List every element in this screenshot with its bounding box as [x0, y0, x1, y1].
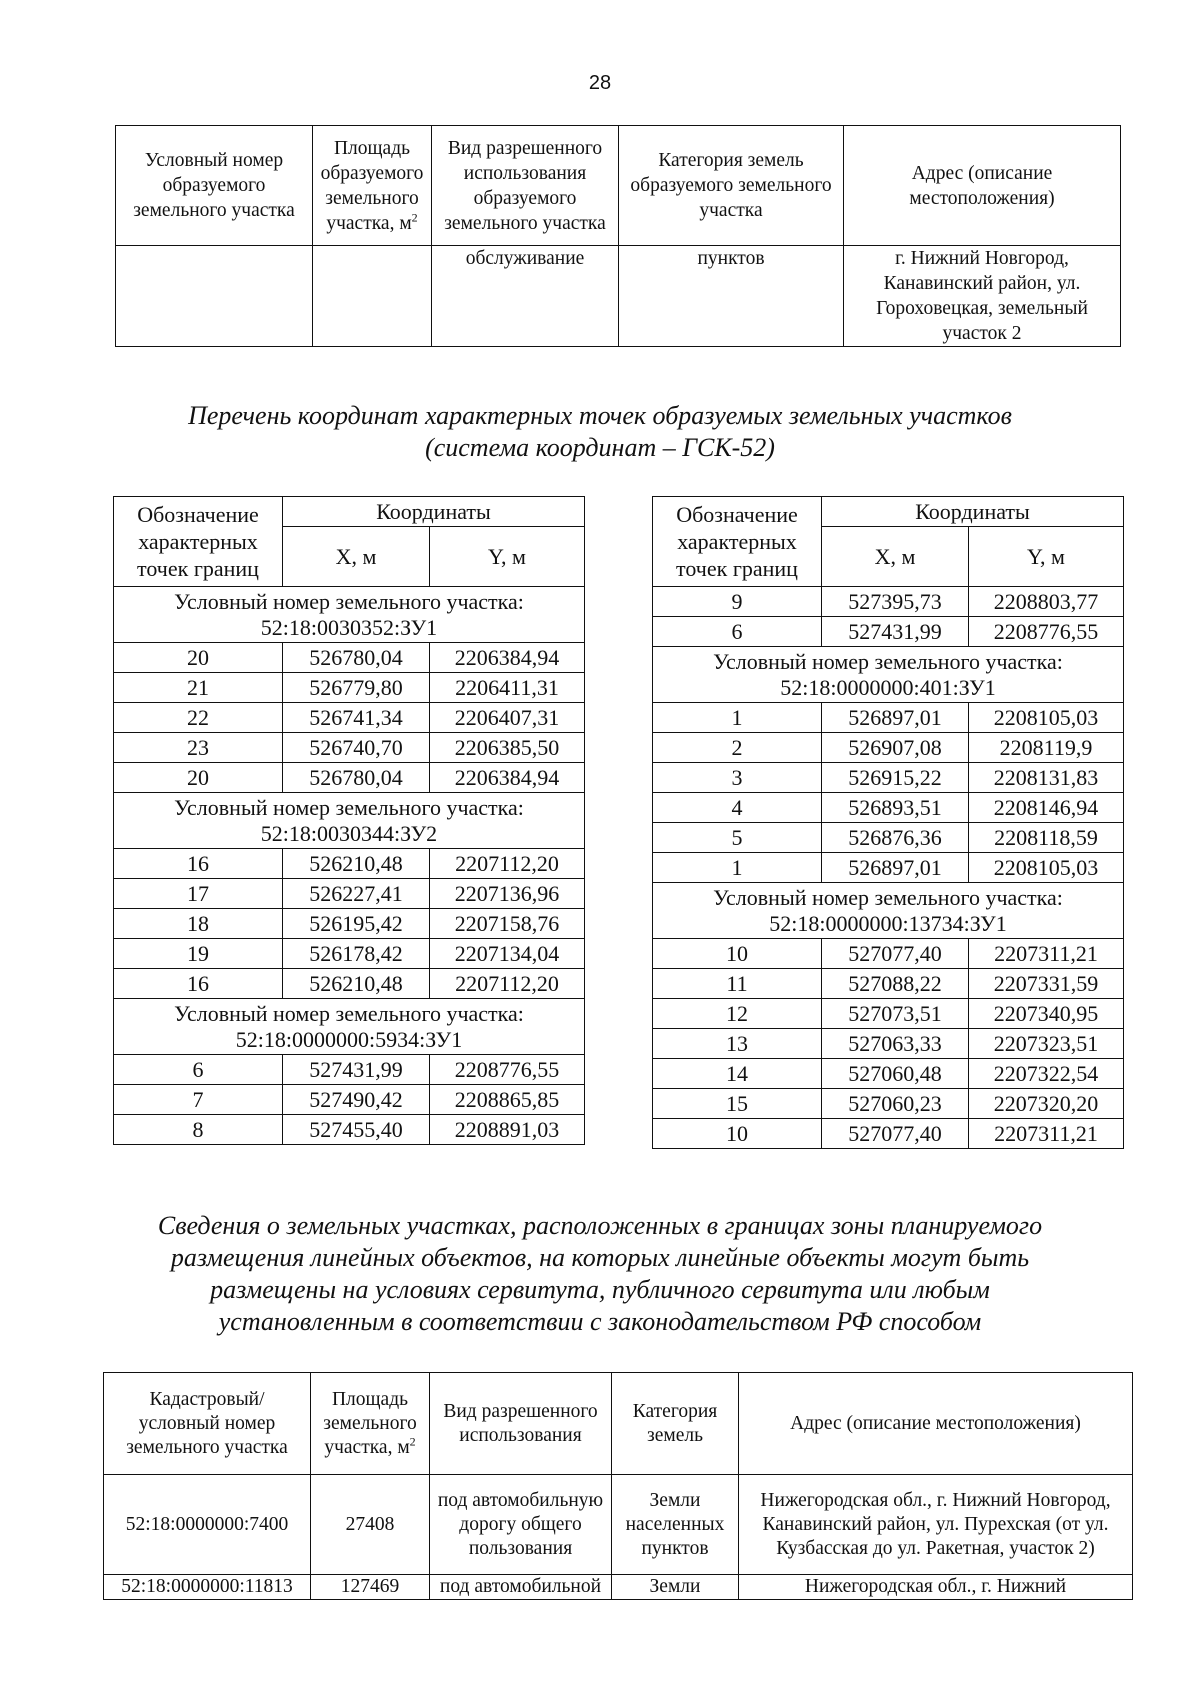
- coordinate-row: [653, 939, 1124, 969]
- coordinate-row: [114, 1115, 585, 1145]
- coordinate-row: [114, 909, 585, 939]
- table-row: [116, 246, 1121, 347]
- point-id: 3: [653, 763, 822, 793]
- y-value: 2206411,31: [430, 673, 585, 703]
- section-row: [114, 587, 585, 643]
- x-value: 526780,04: [283, 643, 430, 673]
- y-value: 2208146,94: [969, 793, 1124, 823]
- coordinate-row: [114, 673, 585, 703]
- coordinate-row: [114, 849, 585, 879]
- x-value: 526915,22: [822, 763, 969, 793]
- col-header-address: Адрес (описание местоположения): [844, 126, 1121, 246]
- cell-cadastral: 52:18:0000000:7400: [104, 1475, 311, 1575]
- col-header-area-text: Площадь образуемого земельного участка, м: [320, 137, 424, 234]
- section-title: Условный номер земельного участка: 52:18:0030352:ЗУ1: [114, 587, 585, 643]
- x-value: 527490,42: [283, 1085, 430, 1115]
- x-value: 526779,80: [283, 673, 430, 703]
- y-value: 2207134,04: [430, 939, 585, 969]
- coordinate-row: [653, 999, 1124, 1029]
- parcel-table: [115, 125, 1121, 347]
- col-header-y: Y, м: [430, 527, 585, 587]
- cell-use: обслуживание: [432, 246, 619, 347]
- y-value: 2207158,76: [430, 909, 585, 939]
- point-id: 10: [653, 939, 822, 969]
- caption-line: размещены на условиях сервитута, публичного сервитута или любым: [210, 1275, 990, 1304]
- y-value: 2208776,55: [430, 1055, 585, 1085]
- cell-category: Земли населенных пунктов: [612, 1475, 739, 1575]
- cell-category: пунктов: [619, 246, 844, 347]
- coordinate-row: [653, 733, 1124, 763]
- caption-line: (система координат – ГСК-52): [425, 433, 775, 462]
- point-id: 12: [653, 999, 822, 1029]
- point-id: 8: [114, 1115, 283, 1145]
- y-value: 2206385,50: [430, 733, 585, 763]
- coordinate-row: [653, 1029, 1124, 1059]
- coordinate-row: [114, 763, 585, 793]
- table-row: [104, 1575, 1133, 1600]
- cell-address: Нижегородская обл., г. Нижний Новгород, Канавинский район, ул. Пурехская (от ул. Кузбасская до ул. Ракетная, участок 2): [739, 1475, 1133, 1575]
- coordinate-row: [653, 1089, 1124, 1119]
- point-id: 10: [653, 1119, 822, 1149]
- col-header-x: X, м: [283, 527, 430, 587]
- point-id: 1: [653, 853, 822, 883]
- coordinate-row: [114, 703, 585, 733]
- point-id: 13: [653, 1029, 822, 1059]
- y-value: 2208776,55: [969, 617, 1124, 647]
- point-id: 19: [114, 939, 283, 969]
- y-value: 2207322,54: [969, 1059, 1124, 1089]
- caption-line: установленным в соответствии с законодательством РФ способом: [218, 1307, 982, 1336]
- x-value: 526780,04: [283, 763, 430, 793]
- x-value: 527395,73: [822, 587, 969, 617]
- point-id: 5: [653, 823, 822, 853]
- point-id: 4: [653, 793, 822, 823]
- coordinate-row: [653, 587, 1124, 617]
- col-header-use: Вид разрешенного использования образуемого земельного участка: [432, 126, 619, 246]
- coordinate-row: [114, 1055, 585, 1085]
- col-header-point: Обозначение характерных точек границ: [114, 497, 283, 587]
- col-header-area-text: Площадь земельного участка, м: [323, 1388, 417, 1458]
- y-value: 2208803,77: [969, 587, 1124, 617]
- table-row: [104, 1475, 1133, 1575]
- coordinates-table-left: [113, 496, 585, 1145]
- col-header-cadastral: Кадастровый/ условный номер земельного участка: [104, 1373, 311, 1475]
- coordinate-row: [653, 1119, 1124, 1149]
- col-header-coords: Координаты: [283, 497, 585, 527]
- col-header-category: Категория земель: [612, 1373, 739, 1475]
- y-value: 2207323,51: [969, 1029, 1124, 1059]
- y-value: 2208865,85: [430, 1085, 585, 1115]
- section-row: [653, 883, 1124, 939]
- point-id: 15: [653, 1089, 822, 1119]
- caption-line: Сведения о земельных участках, расположенных в границах зоны планируемого: [157, 1211, 1043, 1240]
- coordinate-row: [653, 793, 1124, 823]
- cell-number: [116, 246, 313, 347]
- coordinate-row: [653, 703, 1124, 733]
- y-value: 2207112,20: [430, 849, 585, 879]
- point-id: 21: [114, 673, 283, 703]
- col-header-use: Вид разрешенного использования: [430, 1373, 612, 1475]
- cell-use: под автомобильной: [430, 1575, 612, 1600]
- cell-address: г. Нижний Новгород, Канавинский район, ул. Гороховецкая, земельный участок 2: [844, 246, 1121, 347]
- cell-cadastral: 52:18:0000000:11813: [104, 1575, 311, 1600]
- point-id: 23: [114, 733, 283, 763]
- y-value: 2207311,21: [969, 939, 1124, 969]
- point-id: 6: [114, 1055, 283, 1085]
- point-id: 2: [653, 733, 822, 763]
- y-value: 2208105,03: [969, 853, 1124, 883]
- coordinate-row: [114, 879, 585, 909]
- y-value: 2208891,03: [430, 1115, 585, 1145]
- col-header-area: [311, 1373, 430, 1475]
- point-id: 16: [114, 969, 283, 999]
- x-value: 527088,22: [822, 969, 969, 999]
- cell-area: 127469: [311, 1575, 430, 1600]
- page-number: 28: [588, 72, 612, 94]
- y-value: 2207136,96: [430, 879, 585, 909]
- section-title: Условный номер земельного участка: 52:18:0000000:401:ЗУ1: [653, 647, 1124, 703]
- section-row: [114, 793, 585, 849]
- y-value: 2206384,94: [430, 763, 585, 793]
- section-row: [653, 647, 1124, 703]
- x-value: 526210,48: [283, 969, 430, 999]
- x-value: 526227,41: [283, 879, 430, 909]
- coordinates-table-right: [652, 496, 1124, 1149]
- coordinate-row: [653, 617, 1124, 647]
- point-id: 7: [114, 1085, 283, 1115]
- y-value: 2206407,31: [430, 703, 585, 733]
- point-id: 18: [114, 909, 283, 939]
- x-value: 526178,42: [283, 939, 430, 969]
- col-header-category: Категория земель образуемого земельного участка: [619, 126, 844, 246]
- x-value: 527431,99: [822, 617, 969, 647]
- cell-category: Земли: [612, 1575, 739, 1600]
- section-row: [114, 999, 585, 1055]
- coordinate-row: [114, 939, 585, 969]
- y-value: 2207331,59: [969, 969, 1124, 999]
- x-value: 526210,48: [283, 849, 430, 879]
- x-value: 526897,01: [822, 853, 969, 883]
- point-id: 11: [653, 969, 822, 999]
- x-value: 526876,36: [822, 823, 969, 853]
- coordinate-row: [114, 1085, 585, 1115]
- point-id: 22: [114, 703, 283, 733]
- cell-use: под автомобильную дорогу общего пользования: [430, 1475, 612, 1575]
- point-id: 20: [114, 643, 283, 673]
- cell-area: [313, 246, 432, 347]
- x-value: 527060,23: [822, 1089, 969, 1119]
- x-value: 527077,40: [822, 939, 969, 969]
- y-value: 2207340,95: [969, 999, 1124, 1029]
- coordinate-row: [653, 823, 1124, 853]
- coordinates-caption: [0, 400, 1200, 464]
- y-value: 2207311,21: [969, 1119, 1124, 1149]
- x-value: 526740,70: [283, 733, 430, 763]
- point-id: 9: [653, 587, 822, 617]
- x-value: 526893,51: [822, 793, 969, 823]
- x-value: 527455,40: [283, 1115, 430, 1145]
- x-value: 526907,08: [822, 733, 969, 763]
- x-value: 527077,40: [822, 1119, 969, 1149]
- x-value: 527073,51: [822, 999, 969, 1029]
- x-value: 527060,48: [822, 1059, 969, 1089]
- cell-area: 27408: [311, 1475, 430, 1575]
- section-title: Условный номер земельного участка: 52:18:0000000:13734:ЗУ1: [653, 883, 1124, 939]
- caption-line: размещения линейных объектов, на которых линейные объекты могут быть: [170, 1243, 1030, 1272]
- y-value: 2208119,9: [969, 733, 1124, 763]
- point-id: 1: [653, 703, 822, 733]
- coordinate-row: [114, 643, 585, 673]
- point-id: 14: [653, 1059, 822, 1089]
- point-id: 17: [114, 879, 283, 909]
- area-unit-sup: 2: [411, 210, 418, 224]
- col-header-point: Обозначение характерных точек границ: [653, 497, 822, 587]
- area-unit-sup: 2: [409, 1434, 416, 1448]
- x-value: 526897,01: [822, 703, 969, 733]
- y-value: 2208118,59: [969, 823, 1124, 853]
- coordinate-row: [653, 763, 1124, 793]
- coordinate-row: [653, 1059, 1124, 1089]
- section-title: Условный номер земельного участка: 52:18:0030344:ЗУ2: [114, 793, 585, 849]
- x-value: 527431,99: [283, 1055, 430, 1085]
- y-value: 2206384,94: [430, 643, 585, 673]
- col-header-area: [313, 126, 432, 246]
- land-plots-table: [103, 1372, 1133, 1600]
- col-header-address: Адрес (описание местоположения): [739, 1373, 1133, 1475]
- x-value: 526195,42: [283, 909, 430, 939]
- y-value: 2208131,83: [969, 763, 1124, 793]
- col-header-x: X, м: [822, 527, 969, 587]
- col-header-coords: Координаты: [822, 497, 1124, 527]
- section-title: Условный номер земельного участка: 52:18:0000000:5934:ЗУ1: [114, 999, 585, 1055]
- cell-address: Нижегородская обл., г. Нижний: [739, 1575, 1133, 1600]
- caption-line: Перечень координат характерных точек образуемых земельных участков: [188, 401, 1012, 430]
- x-value: 526741,34: [283, 703, 430, 733]
- col-header-number: Условный номер образуемого земельного участка: [116, 126, 313, 246]
- coordinate-row: [653, 853, 1124, 883]
- coordinate-row: [653, 969, 1124, 999]
- point-id: 20: [114, 763, 283, 793]
- x-value: 527063,33: [822, 1029, 969, 1059]
- y-value: 2207112,20: [430, 969, 585, 999]
- coordinate-row: [114, 733, 585, 763]
- col-header-y: Y, м: [969, 527, 1124, 587]
- point-id: 16: [114, 849, 283, 879]
- y-value: 2207320,20: [969, 1089, 1124, 1119]
- servitude-caption: [0, 1210, 1200, 1338]
- coordinate-row: [114, 969, 585, 999]
- y-value: 2208105,03: [969, 703, 1124, 733]
- point-id: 6: [653, 617, 822, 647]
